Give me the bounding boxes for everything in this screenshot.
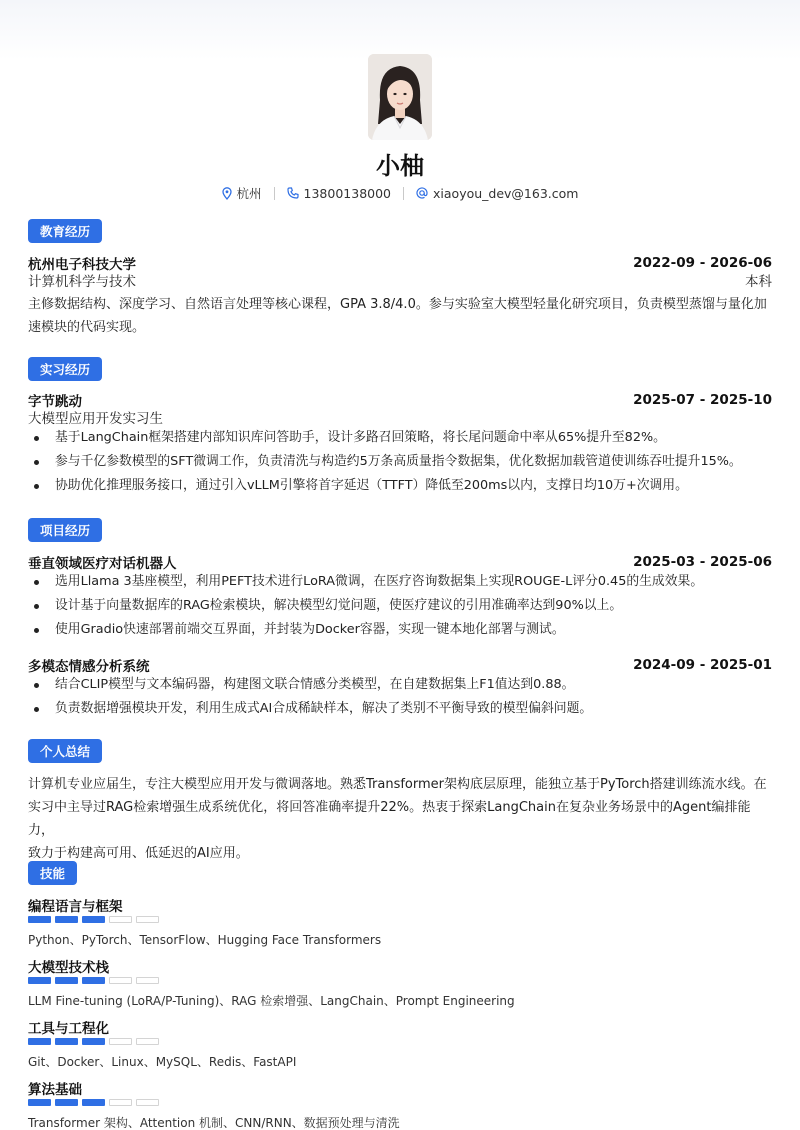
- project-header: [28, 552, 772, 572]
- list-item: 负责数据增强模块开发，利用生成式AI合成稀缺样本，解决了类别不平衡导致的模型偏斜问题。: [28, 697, 772, 721]
- skill-title: 大模型技术栈: [28, 960, 109, 976]
- skill-level-segment: [55, 1099, 78, 1106]
- degree-level: 本科: [745, 274, 772, 290]
- header-background: [0, 0, 800, 60]
- skill-level-segment: [136, 1038, 159, 1045]
- contact-city: [222, 184, 262, 202]
- project-name: 多模态情感分析系统: [28, 659, 150, 675]
- skill-level-segment: [55, 1038, 78, 1045]
- project-name: 垂直领域医疗对话机器人: [28, 556, 177, 572]
- skill-description: LLM Fine-tuning (LoRA/P-Tuning)、RAG 检索增强、LangChain、Prompt Engineering: [28, 994, 515, 1008]
- skill-level-segment: [109, 916, 132, 923]
- skill-level-meter: [28, 977, 159, 984]
- summary-line: 致力于构建高可用、低延迟的AI应用。: [28, 846, 249, 861]
- skill-level-segment: [28, 1038, 51, 1045]
- section-heading-skills: 技能: [28, 861, 77, 885]
- internship-role-row: [28, 407, 772, 427]
- skill-level-segment: [55, 916, 78, 923]
- education-desc-line: 速模块的代码实现。: [28, 320, 146, 335]
- skill-level-segment: [136, 1099, 159, 1106]
- email-text: xiaoyou_dev@163.com: [433, 185, 579, 201]
- skill-level-meter: [28, 1099, 159, 1106]
- contact-bar: [0, 184, 800, 202]
- skill-description: Git、Docker、Linux、MySQL、Redis、FastAPI: [28, 1055, 297, 1069]
- skill-level-segment: [82, 916, 105, 923]
- section-heading-education: 教育经历: [28, 219, 102, 243]
- education-subheader: [28, 270, 772, 290]
- skill-level-segment: [109, 1038, 132, 1045]
- education-description: [28, 293, 772, 339]
- skill-title: 编程语言与框架: [28, 899, 123, 915]
- list-item: 参与千亿参数模型的SFT微调工作，负责清洗与构造约5万条高质量指令数据集，优化数据加载管道使训练吞吐提升15%。: [28, 450, 772, 474]
- skill-level-segment: [109, 977, 132, 984]
- section-heading-summary: 个人总结: [28, 739, 102, 763]
- skill-description: Python、PyTorch、TensorFlow、Hugging Face Transformers: [28, 933, 382, 947]
- skill-description: Transformer 架构、Attention 机制、CNN/RNN、数据预处理与清洗: [28, 1116, 400, 1130]
- section-heading-projects: 项目经历: [28, 518, 102, 542]
- location-pin-icon: [222, 187, 232, 200]
- skill-level-segment: [82, 1099, 105, 1106]
- skill-title: 算法基础: [28, 1082, 82, 1098]
- skill-level-segment: [82, 977, 105, 984]
- project-header: [28, 655, 772, 675]
- skill-level-segment: [28, 977, 51, 984]
- skill-level-segment: [82, 1038, 105, 1045]
- contact-divider: [403, 187, 404, 200]
- profile-photo: [368, 54, 432, 140]
- city-text: 杭州: [236, 186, 262, 201]
- skill-title: 工具与工程化: [28, 1021, 109, 1037]
- summary-text: [28, 773, 772, 865]
- school-name: 杭州电子科技大学: [28, 257, 136, 273]
- project-bullets: [28, 570, 772, 642]
- skill-level-segment: [28, 1099, 51, 1106]
- skill-level-segment: [55, 977, 78, 984]
- skill-level-segment: [109, 1099, 132, 1106]
- company-name: 字节跳动: [28, 394, 82, 410]
- list-item: 协助优化推理服务接口，通过引入vLLM引擎将首字延迟（TTFT）降低至200ms以内，支撑日均10万+次调用。: [28, 474, 772, 498]
- candidate-name: 小柚: [376, 152, 424, 180]
- internship-period: 2025-07 - 2025-10: [633, 392, 772, 408]
- contact-email: [416, 186, 578, 201]
- project-bullets: [28, 673, 772, 721]
- education-period: 2022-09 - 2026-06: [633, 255, 772, 271]
- list-item: 结合CLIP模型与文本编码器，构建图文联合情感分类模型，在自建数据集上F1值达到0.88。: [28, 673, 772, 697]
- list-item: 设计基于向量数据库的RAG检索模块，解决模型幻觉问题，使医疗建议的引用准确率达到90%以上。: [28, 594, 772, 618]
- internship-role: 大模型应用开发实习生: [28, 411, 163, 427]
- project-period: 2024-09 - 2025-01: [633, 657, 772, 673]
- phone-icon: [287, 187, 299, 199]
- internship-bullets: [28, 426, 772, 498]
- list-item: 基于LangChain框架搭建内部知识库问答助手，设计多路召回策略，将长尾问题命中率从65%提升至82%。: [28, 426, 772, 450]
- list-item: 选用Llama 3基座模型，利用PEFT技术进行LoRA微调，在医疗咨询数据集上实现ROUGE-L评分0.45的生成效果。: [28, 570, 772, 594]
- major-name: 计算机科学与技术: [28, 274, 136, 290]
- summary-line: 实习中主导过RAG检索增强生成系统优化，将回答准确率提升22%。热衷于探索LangChain在复杂业务场景中的Agent编排能力，: [28, 800, 751, 838]
- contact-phone: [287, 186, 391, 201]
- at-sign-icon: [416, 187, 428, 199]
- education-desc-line: 主修数据结构、深度学习、自然语言处理等核心课程，GPA 3.8/4.0。参与实验室大模型轻量化研究项目，负责模型蒸馏与量化加: [28, 297, 767, 312]
- skill-level-meter: [28, 1038, 159, 1045]
- contact-divider: [274, 187, 275, 200]
- skill-level-segment: [136, 977, 159, 984]
- skill-level-segment: [28, 916, 51, 923]
- skill-level-meter: [28, 916, 159, 923]
- project-period: 2025-03 - 2025-06: [633, 554, 772, 570]
- skill-level-segment: [136, 916, 159, 923]
- list-item: 使用Gradio快速部署前端交互界面，并封装为Docker容器，实现一键本地化部署与测试。: [28, 618, 772, 642]
- section-heading-internship: 实习经历: [28, 357, 102, 381]
- summary-line: 计算机专业应届生，专注大模型应用开发与微调落地。熟悉Transformer架构底层原理，能独立基于PyTorch搭建训练流水线。在: [28, 777, 767, 792]
- phone-text: 13800138000: [303, 185, 392, 201]
